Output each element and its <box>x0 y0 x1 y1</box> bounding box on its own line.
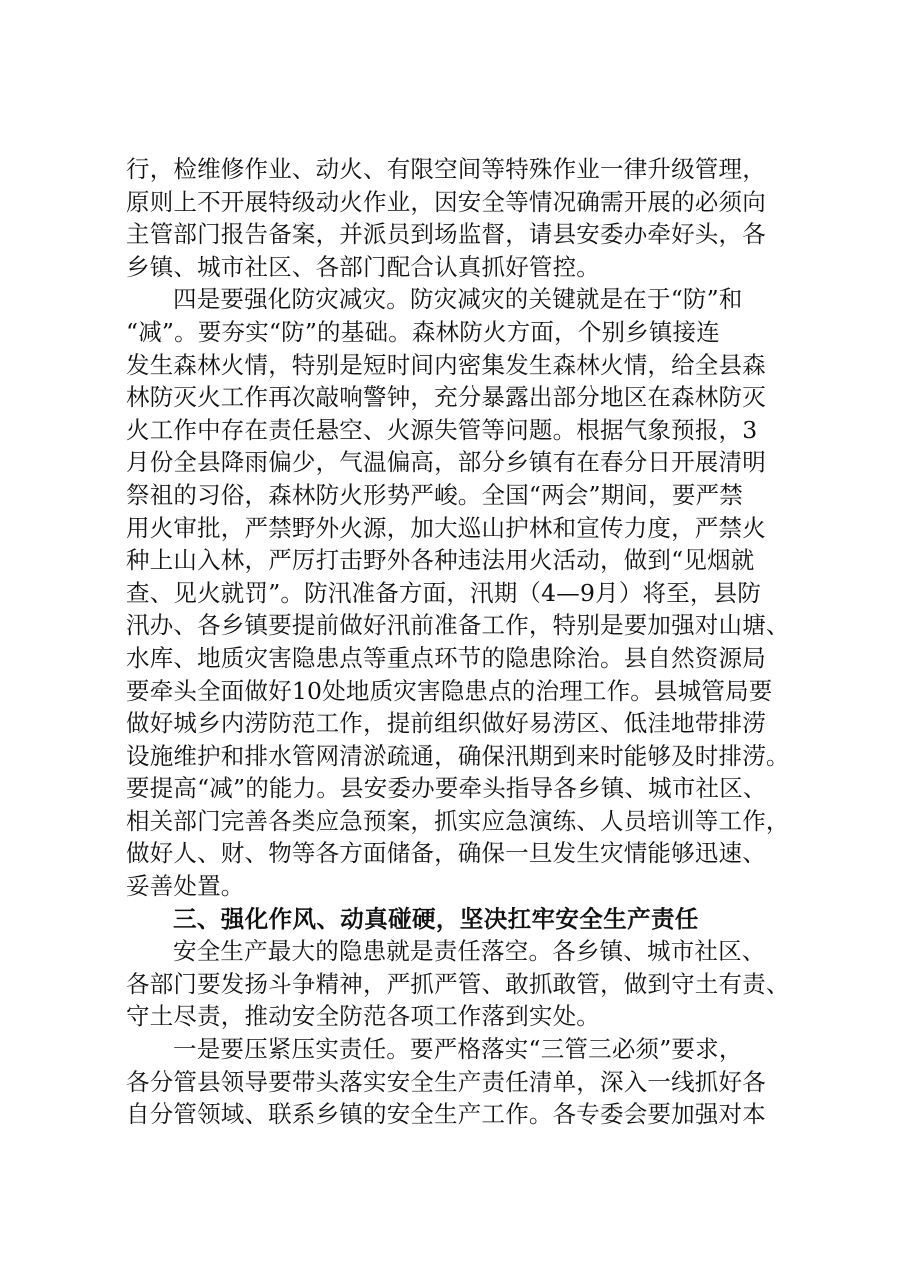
text-line: 发生森林火情，特别是短时间内密集发生森林火情，给全县森 <box>126 350 766 379</box>
text-line: 相关部门完善各类应急预案，抓实应急演练、人员培训等工作， <box>126 806 790 835</box>
text-line: 行，检维修作业、动火、有限空间等特殊作业一律升级管理， <box>126 155 766 183</box>
text-line: 乡镇、城市社区、各部门配合认真抓好管控。 <box>126 252 600 281</box>
text-line: 要提高“减”的能力。县安委办要牵头指导各乡镇、城市社区、 <box>126 774 767 803</box>
text-line: 查、见火就罚”。防汛准备方面，汛期（4—9月）将至，县防 <box>126 578 762 607</box>
section-heading: 三、强化作风、动真碰硬，坚决扛牢安全生产责任 <box>173 904 699 933</box>
text-line: 各部门要发扬斗争精神，严抓严管、敢抓敢管，做到守土有责、 <box>126 969 790 998</box>
text-line: 一是要压紧压实责任。要严格落实“三管三必须”要求， <box>173 1035 743 1064</box>
text-line: 水库、地质灾害隐患点等重点环节的隐患除治。县自然资源局 <box>126 643 766 672</box>
text-line: 自分管领域、联系乡镇的安全生产工作。各专委会要加强对本 <box>126 1100 766 1129</box>
text-line: 原则上不开展特级动火作业，因安全等情况确需开展的必须向 <box>126 187 766 216</box>
text-line: 四是要强化防灾减灾。防灾减灾的关键就是在于“防”和 <box>173 285 743 314</box>
text-line: 祭祖的习俗，森林防火形势严峻。全国“两会”期间，要严禁 <box>126 480 743 509</box>
text-line: 月份全县降雨偏少，气温偏高，部分乡镇有在春分日开展清明 <box>126 448 766 477</box>
text-line: 守土尽责，推动安全防范各项工作落到实处。 <box>126 1002 600 1031</box>
text-line: 各分管县领导要带头落实安全生产责任清单，深入一线抓好各 <box>126 1067 766 1096</box>
text-line: 林防灭火工作再次敲响警钟，充分暴露出部分地区在森林防灭 <box>126 383 766 412</box>
text-line: 安全生产最大的隐患就是责任落空。各乡镇、城市社区、 <box>173 937 766 966</box>
text-line: 火工作中存在责任悬空、火源失管等问题。根据气象预报，3 <box>126 415 758 444</box>
text-line: 要牵头全面做好10处地质灾害隐患点的治理工作。县城管局要 <box>126 676 773 705</box>
text-line: “减”。要夯实“防”的基础。森林防火方面，个别乡镇接连 <box>126 317 720 346</box>
text-line: 汛办、各乡镇要提前做好汛前准备工作，特别是要加强对山塘、 <box>126 611 790 640</box>
text-line: 用火审批，严禁野外火源，加大巡山护林和宣传力度，严禁火 <box>126 513 766 542</box>
document-body <box>126 153 806 1131</box>
text-line: 妥善处置。 <box>126 872 245 901</box>
text-line: 主管部门报告备案，并派员到场监督，请县安委办牵好头，各 <box>126 220 766 249</box>
text-line: 种上山入林，严厉打击野外各种违法用火活动，做到“见烟就 <box>126 546 755 575</box>
text-line: 做好人、财、物等各方面储备，确保一旦发生灾情能够迅速、 <box>126 839 766 868</box>
text-line: 设施维护和排水管网清淤疏通，确保汛期到来时能够及时排涝。 <box>126 741 790 770</box>
text-line: 做好城乡内涝防范工作，提前组织做好易涝区、低洼地带排涝 <box>126 709 766 738</box>
